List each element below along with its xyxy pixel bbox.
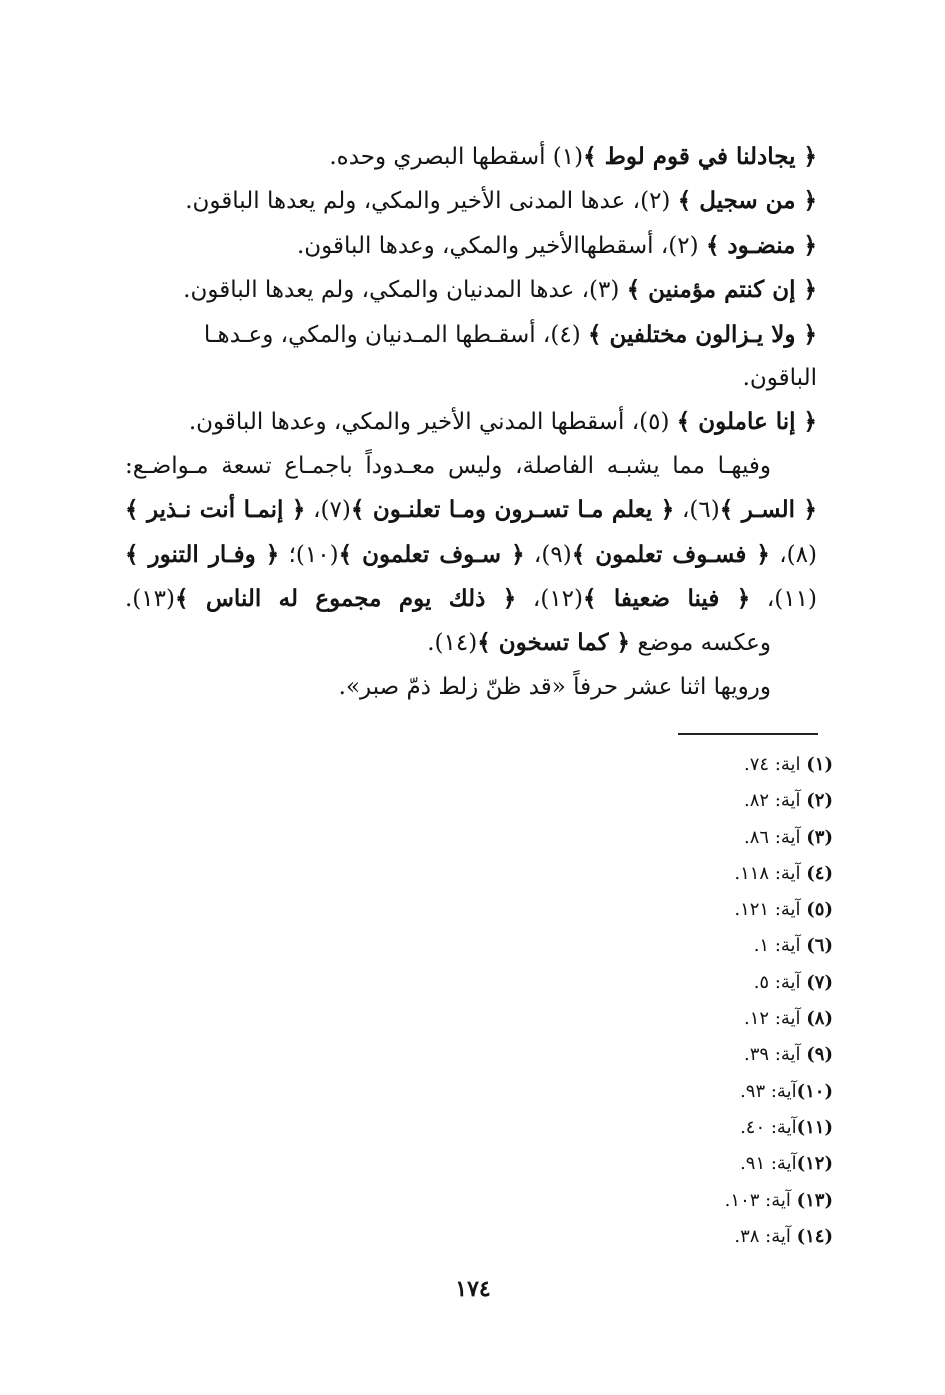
footnote-ref: (١٣). xyxy=(125,586,175,613)
footnote-number: (٣) xyxy=(806,826,833,848)
footnote-ref: (١٠)؛ xyxy=(279,541,339,568)
footnote xyxy=(533,965,833,1001)
quranic-phrase: ﴿ إنا عاملون ﴾ xyxy=(676,408,817,436)
footnote-text: آية: ١٢. xyxy=(744,1008,807,1030)
footnote-ref: (٨)، xyxy=(769,541,817,568)
quranic-phrase: ﴿ السـر ﴾ xyxy=(719,496,817,524)
verse-line-4 xyxy=(125,268,817,312)
footnote xyxy=(533,1146,833,1182)
quranic-phrase: ﴿ إنمـا أنت نـذير ﴾ xyxy=(125,496,306,524)
footnote xyxy=(533,928,833,964)
verse-comment: (٣)، عدها المدنيان والمكي، ولم يعدها الباقون. xyxy=(183,277,627,304)
footnotes xyxy=(533,747,833,1255)
footnote-text: آية: ١. xyxy=(753,935,807,957)
footnote-ref: (١٤). xyxy=(427,630,478,657)
footnote xyxy=(533,747,833,783)
quranic-phrase: ﴿ ولا يـزالون مختلفين ﴾ xyxy=(587,320,817,348)
footnote xyxy=(533,1037,833,1073)
main-text xyxy=(125,135,817,709)
quranic-phrase: ﴿ إن كنتم مؤمنين ﴾ xyxy=(626,276,817,304)
verse-line-3 xyxy=(125,224,817,268)
verse-line-6 xyxy=(125,400,817,444)
quranic-phrase: ﴿ يجادلنا في قوم لوط ﴾ xyxy=(583,143,817,170)
footnote-number: (٥) xyxy=(806,899,833,921)
footnote-ref: (١٢)، xyxy=(516,586,584,613)
quranic-phrase: ﴿ منضـود ﴾ xyxy=(705,231,817,259)
footnote-text: آية: ١٠٣. xyxy=(724,1189,797,1211)
footnote-text: آية: ١٢١. xyxy=(734,899,807,921)
footnote-number: (٢) xyxy=(806,790,833,812)
footnote-text: آية: ١١٨. xyxy=(734,862,807,884)
footnote-text: آية: ٩٣. xyxy=(740,1080,797,1102)
quranic-phrase: ﴿ كما تسخون ﴾ xyxy=(477,629,631,657)
footnote-text: آية: ٥. xyxy=(753,971,807,993)
footnote-number: (١) xyxy=(806,754,833,775)
quranic-phrase: ﴿ يعلم مـا تسـرون ومـا تعلنـون ﴾ xyxy=(350,496,675,524)
verse-line-5 xyxy=(125,313,817,401)
footnote xyxy=(533,1001,833,1037)
footnote-ref: (٦)، xyxy=(674,497,720,524)
quranic-phrase: ﴿ من سجيل ﴾ xyxy=(677,187,817,215)
page-number: ١٧٤ xyxy=(455,1276,491,1302)
quranic-phrase: ﴿ فسـوف تعلمون ﴾ xyxy=(571,540,770,568)
footnote-number: (٤) xyxy=(806,862,833,884)
footnote-text: آية: ٣٨. xyxy=(734,1225,797,1247)
similar-intro: وفيهـا مما يشبـه الفاصلة، وليس معـدوداً باجمـاع تسعة مـواضـع: xyxy=(125,452,771,479)
verse-comment: (٤)، أسقـطها المـدنيان والمكي، وعـدهـا الباقون. xyxy=(203,321,817,392)
footnote-number: (٧) xyxy=(806,971,833,993)
verse-comment: (٢)، عدها المدنى الأخير والمكي، ولم يعدها الباقون. xyxy=(185,188,678,215)
footnote xyxy=(533,856,833,892)
verse-comment: (٢)، أسقطهاالأخير والمكي، وعدها الباقون. xyxy=(296,232,706,259)
similar-list xyxy=(125,488,817,621)
quranic-phrase: ﴿ وفـار التنور ﴾ xyxy=(125,540,280,568)
footnote-ref: (١١)، xyxy=(750,586,817,613)
footnote xyxy=(533,820,833,856)
footnote-number: (١٤) xyxy=(796,1225,833,1247)
footnote-separator xyxy=(678,733,818,735)
footnote-text: آية: ٤٠. xyxy=(740,1116,797,1138)
reverse-text: وعكسه موضع xyxy=(630,630,771,657)
footnote-number: (٩) xyxy=(806,1044,833,1066)
footnote xyxy=(533,783,833,819)
footnote xyxy=(533,1219,833,1255)
verse-line-2 xyxy=(125,179,817,223)
footnote-number: (١٣) xyxy=(796,1189,833,1211)
footnote-text: آية: ٣٩. xyxy=(744,1044,807,1066)
footnote-text: آية: ٨٦. xyxy=(744,826,807,848)
footnote-text: آية: ٩١. xyxy=(740,1153,797,1175)
footnote-text: اية: ٧٤. xyxy=(744,754,807,775)
footnote-ref: (٩)، xyxy=(524,541,572,568)
rawiyy-line: ورويها اثنا عشر حرفاً «قد ظنّ زلط ذمّ صبر». xyxy=(338,673,771,700)
footnote-number: (١٠) xyxy=(796,1080,833,1102)
quranic-phrase: ﴿ سـوف تعلمون ﴾ xyxy=(338,540,525,568)
footnote-number: (٨) xyxy=(806,1008,833,1030)
verse-comment: (٥)، أسقطها المدني الأخير والمكي، وعدها الباقون. xyxy=(188,409,677,436)
footnote-number: (١٢) xyxy=(796,1153,833,1175)
footnote xyxy=(533,892,833,928)
footnote-number: (٦) xyxy=(806,935,833,957)
footnote xyxy=(533,1110,833,1146)
footnote-text: آية: ٨٢. xyxy=(744,790,807,812)
footnote-number: (١١) xyxy=(796,1116,833,1138)
quranic-phrase: ﴿ فينا ضعيفا ﴾ xyxy=(583,585,751,613)
verse-comment: (١) أسقطها البصري وحده. xyxy=(329,144,584,170)
reverse-line xyxy=(125,621,817,665)
footnote xyxy=(533,1074,833,1110)
footnote xyxy=(533,1183,833,1219)
verse-line-1 xyxy=(125,135,817,179)
quranic-phrase: ﴿ ذلك يوم مجموع له الناس ﴾ xyxy=(175,585,517,613)
footnote-ref: (٧)، xyxy=(305,497,351,524)
